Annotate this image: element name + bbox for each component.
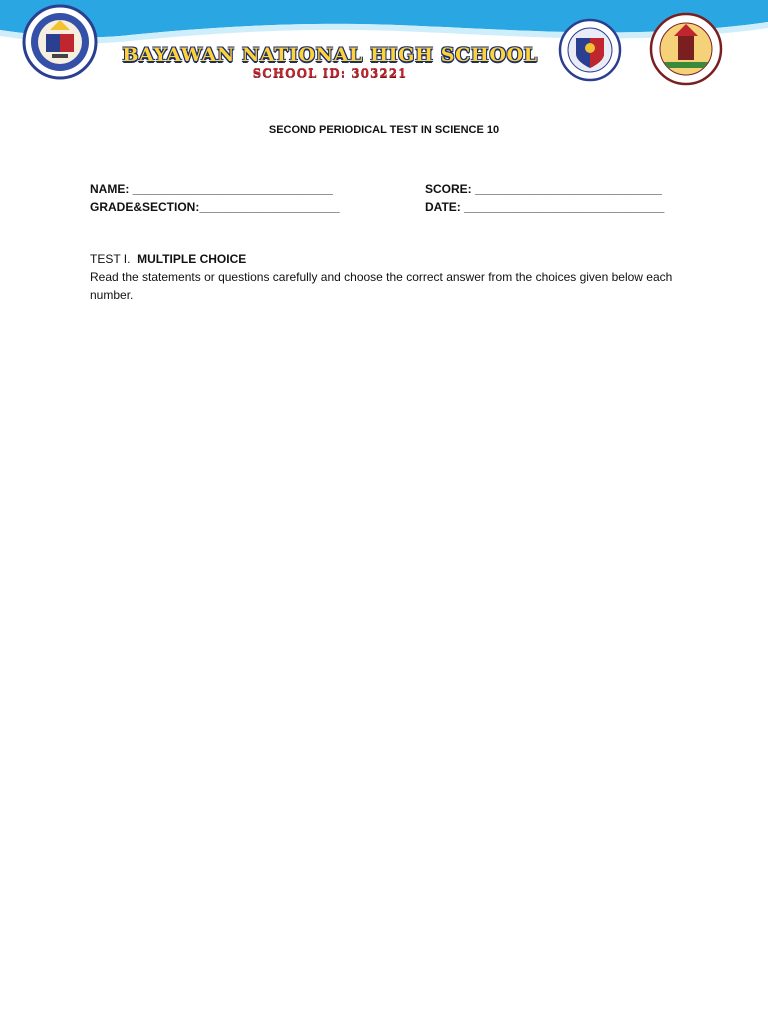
date-field: DATE: ______________________________ [425,200,665,214]
test-type: MULTIPLE CHOICE [137,252,247,266]
division-seal-icon [638,12,734,86]
test-title: SECOND PERIODICAL TEST IN SCIENCE 10 [268,124,500,136]
school-id: SCHOOL ID: 303221 [252,66,408,80]
test-heading [90,252,246,266]
grade-section-field: GRADE&SECTION:_____________________ [90,200,340,214]
header-banner [0,0,768,92]
name-field: NAME: ______________________________ [90,182,333,196]
school-name: BAYAWAN NATIONAL HIGH SCHOOL [122,44,538,66]
deped-seal-icon [546,18,634,82]
school-seal-icon [8,4,112,80]
test-instructions: Read the statements or questions carefully and choose the correct answer from the choices given below each number. [90,270,673,302]
score-field: SCORE: ____________________________ [425,182,662,196]
test-prefix: TEST I. [90,252,131,266]
